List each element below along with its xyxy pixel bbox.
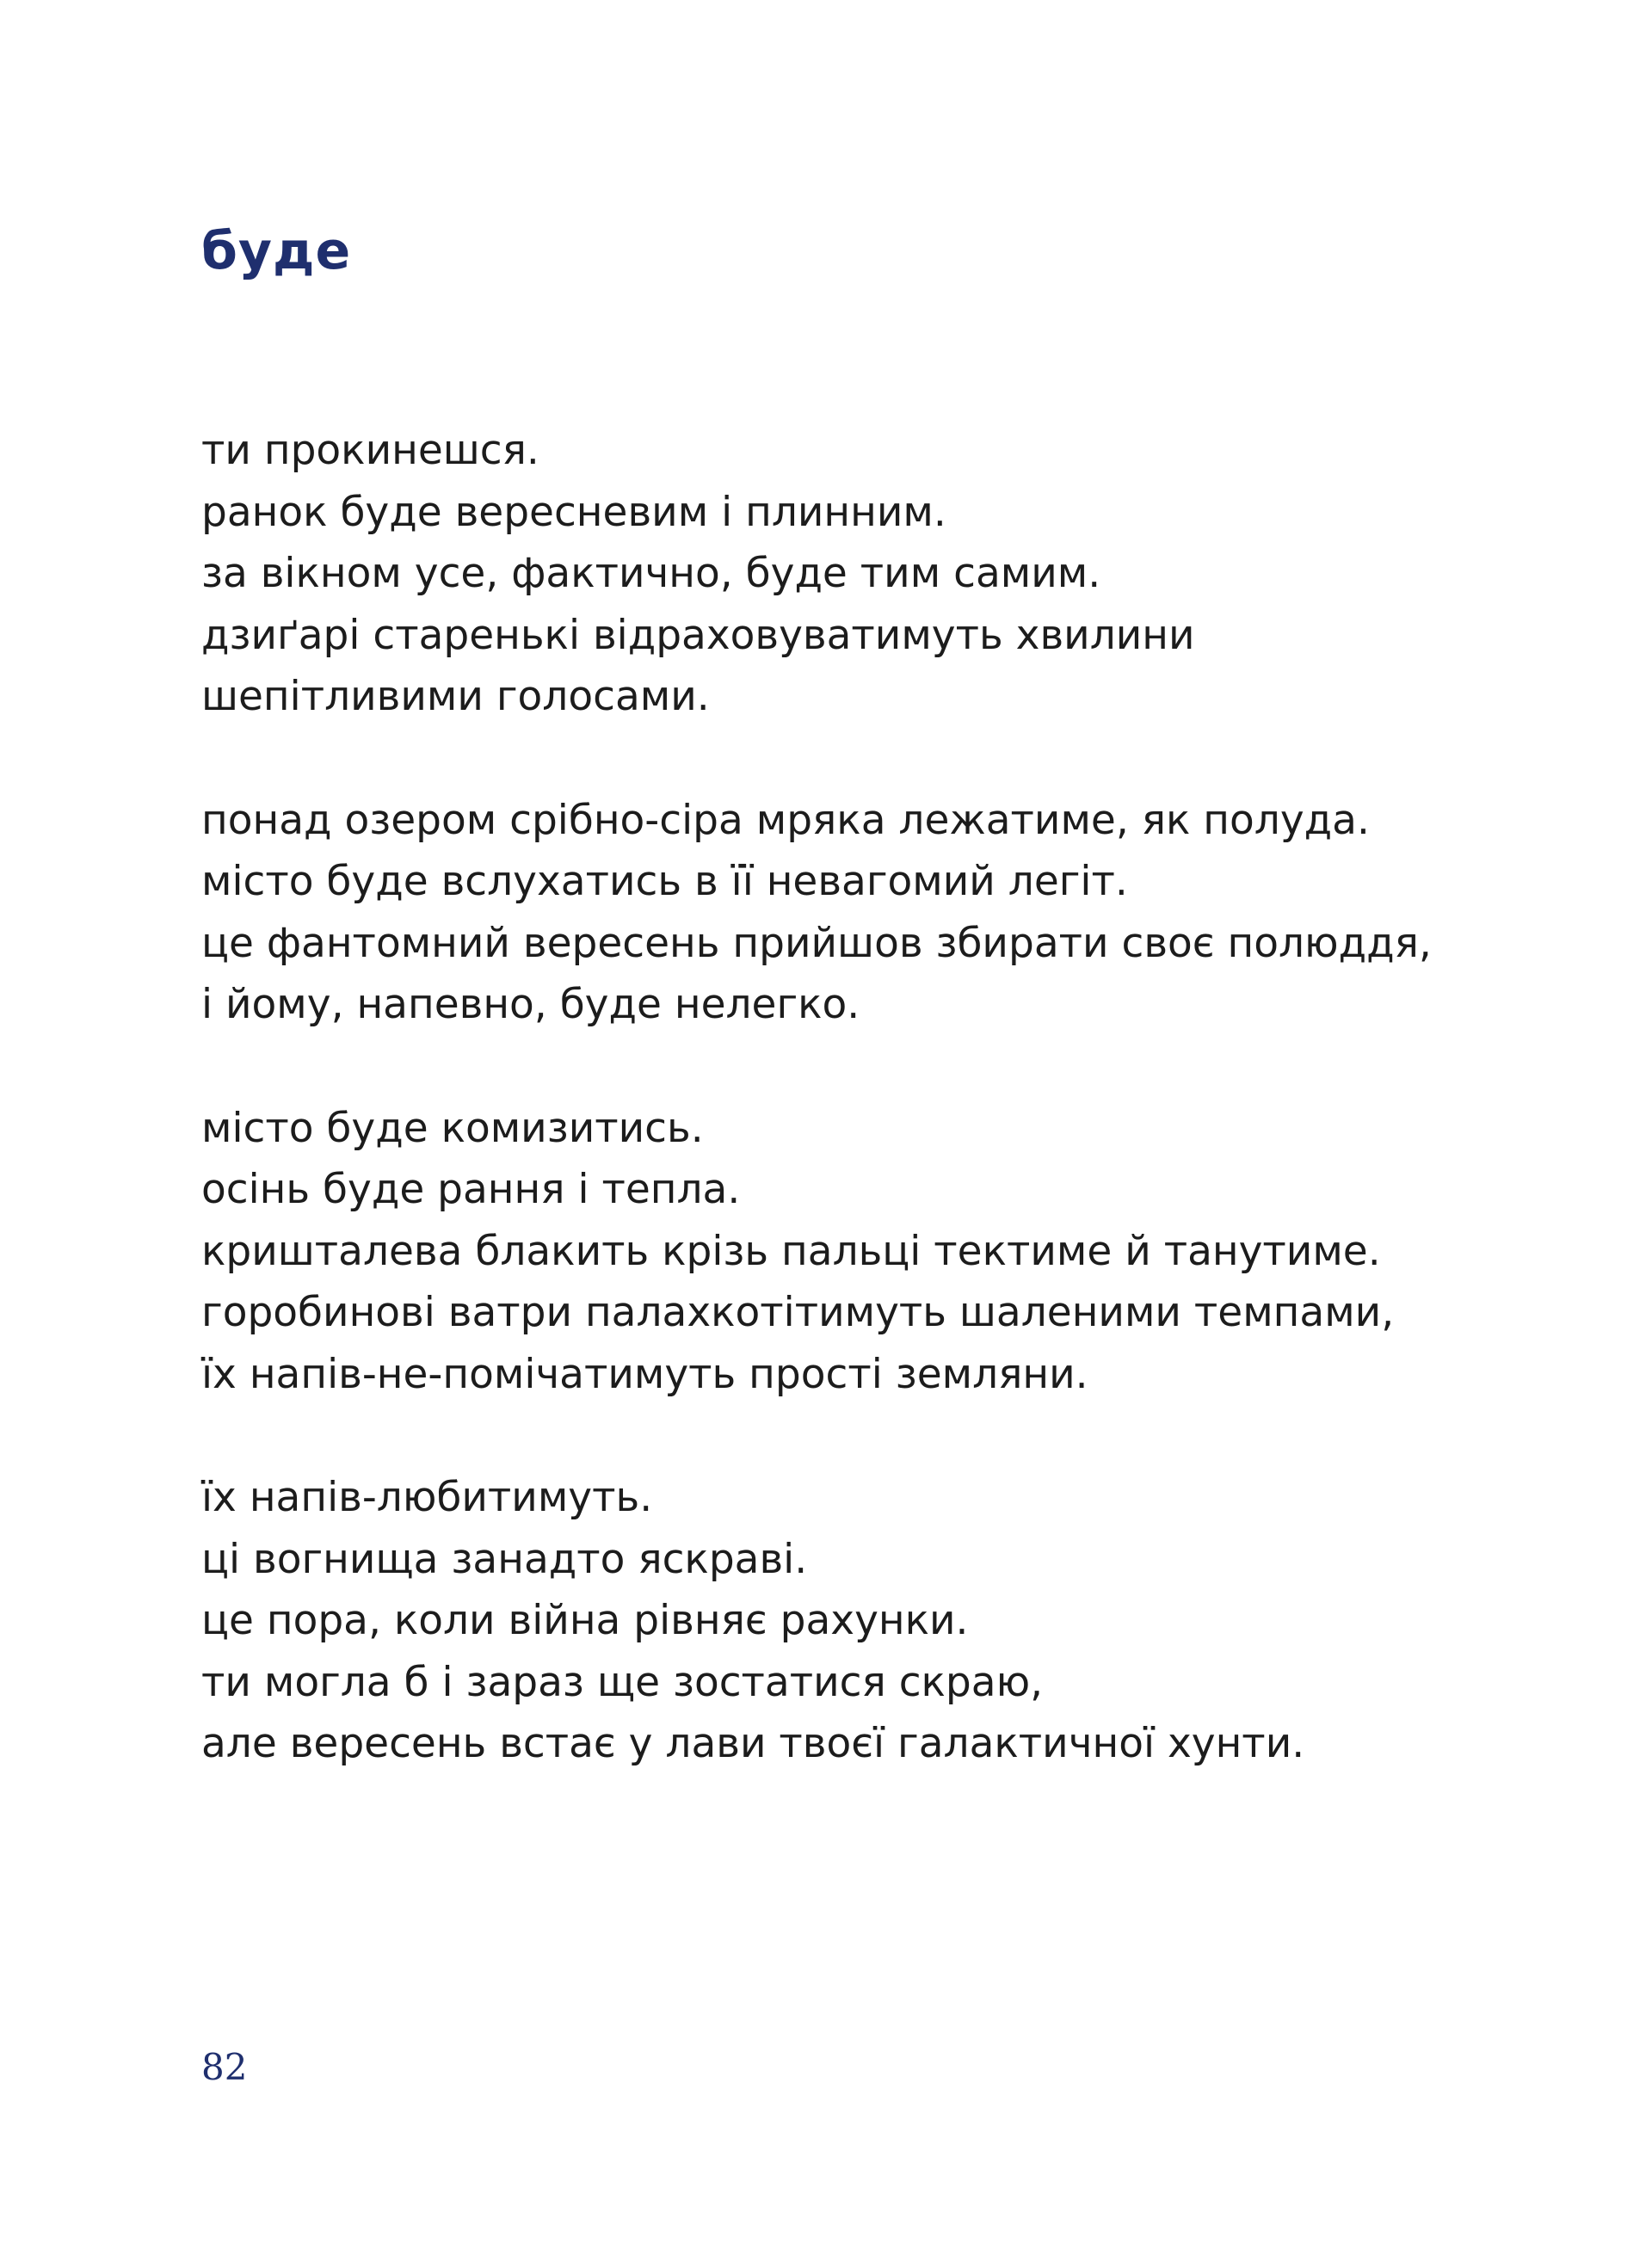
poem-line: понад озером срібно-сіра мряка лежатиме, як полуда. <box>201 796 1370 844</box>
poem-line: ранок буде вересневим і плинним. <box>201 488 946 536</box>
poem-line: але вересень встає у лави твоєї галактичної хунти. <box>201 1720 1305 1767</box>
poem-body <box>201 420 1578 1775</box>
poem-line: їх напів-любитимуть. <box>201 1474 653 1521</box>
poem-line: і йому, напевно, буде нелегко. <box>201 981 860 1028</box>
stanza-1 <box>201 420 1578 728</box>
poem-line: шепітливими голосами. <box>201 673 710 720</box>
page-number: 82 <box>201 2046 248 2088</box>
stanza-4 <box>201 1467 1578 1775</box>
stanza-3 <box>201 1098 1578 1406</box>
poem-line: місто буде вслухатись в її невагомий легіт. <box>201 858 1128 905</box>
stanza-2 <box>201 790 1578 1036</box>
poem-line: це пора, коли війна рівняє рахунки. <box>201 1597 969 1644</box>
poem-line: дзиґарі старенькі відраховуватимуть хвилини <box>201 611 1195 659</box>
poem-line: їх напів-не-помічатимуть прості земляни. <box>201 1350 1088 1398</box>
poem-line: горобинові ватри палахкотітимуть шаленими темпами, <box>201 1289 1395 1336</box>
poem-line: осінь буде рання і тепла. <box>201 1166 741 1213</box>
poem-line: за вікном усе, фактично, буде тим самим. <box>201 550 1101 597</box>
poem-line: місто буде комизитись. <box>201 1104 704 1152</box>
poem-line: це фантомний вересень прийшов збирати своє полюддя, <box>201 919 1432 967</box>
poem-line: ти прокинешся. <box>201 427 539 474</box>
poem-line: ці вогнища занадто яскраві. <box>201 1535 808 1583</box>
poem-title: буде <box>201 221 352 281</box>
poem-line: кришталева блакить крізь пальці тектиме й танутиме. <box>201 1227 1381 1275</box>
poem-line: ти могла б і зараз ще зостатися скраю, <box>201 1658 1044 1706</box>
